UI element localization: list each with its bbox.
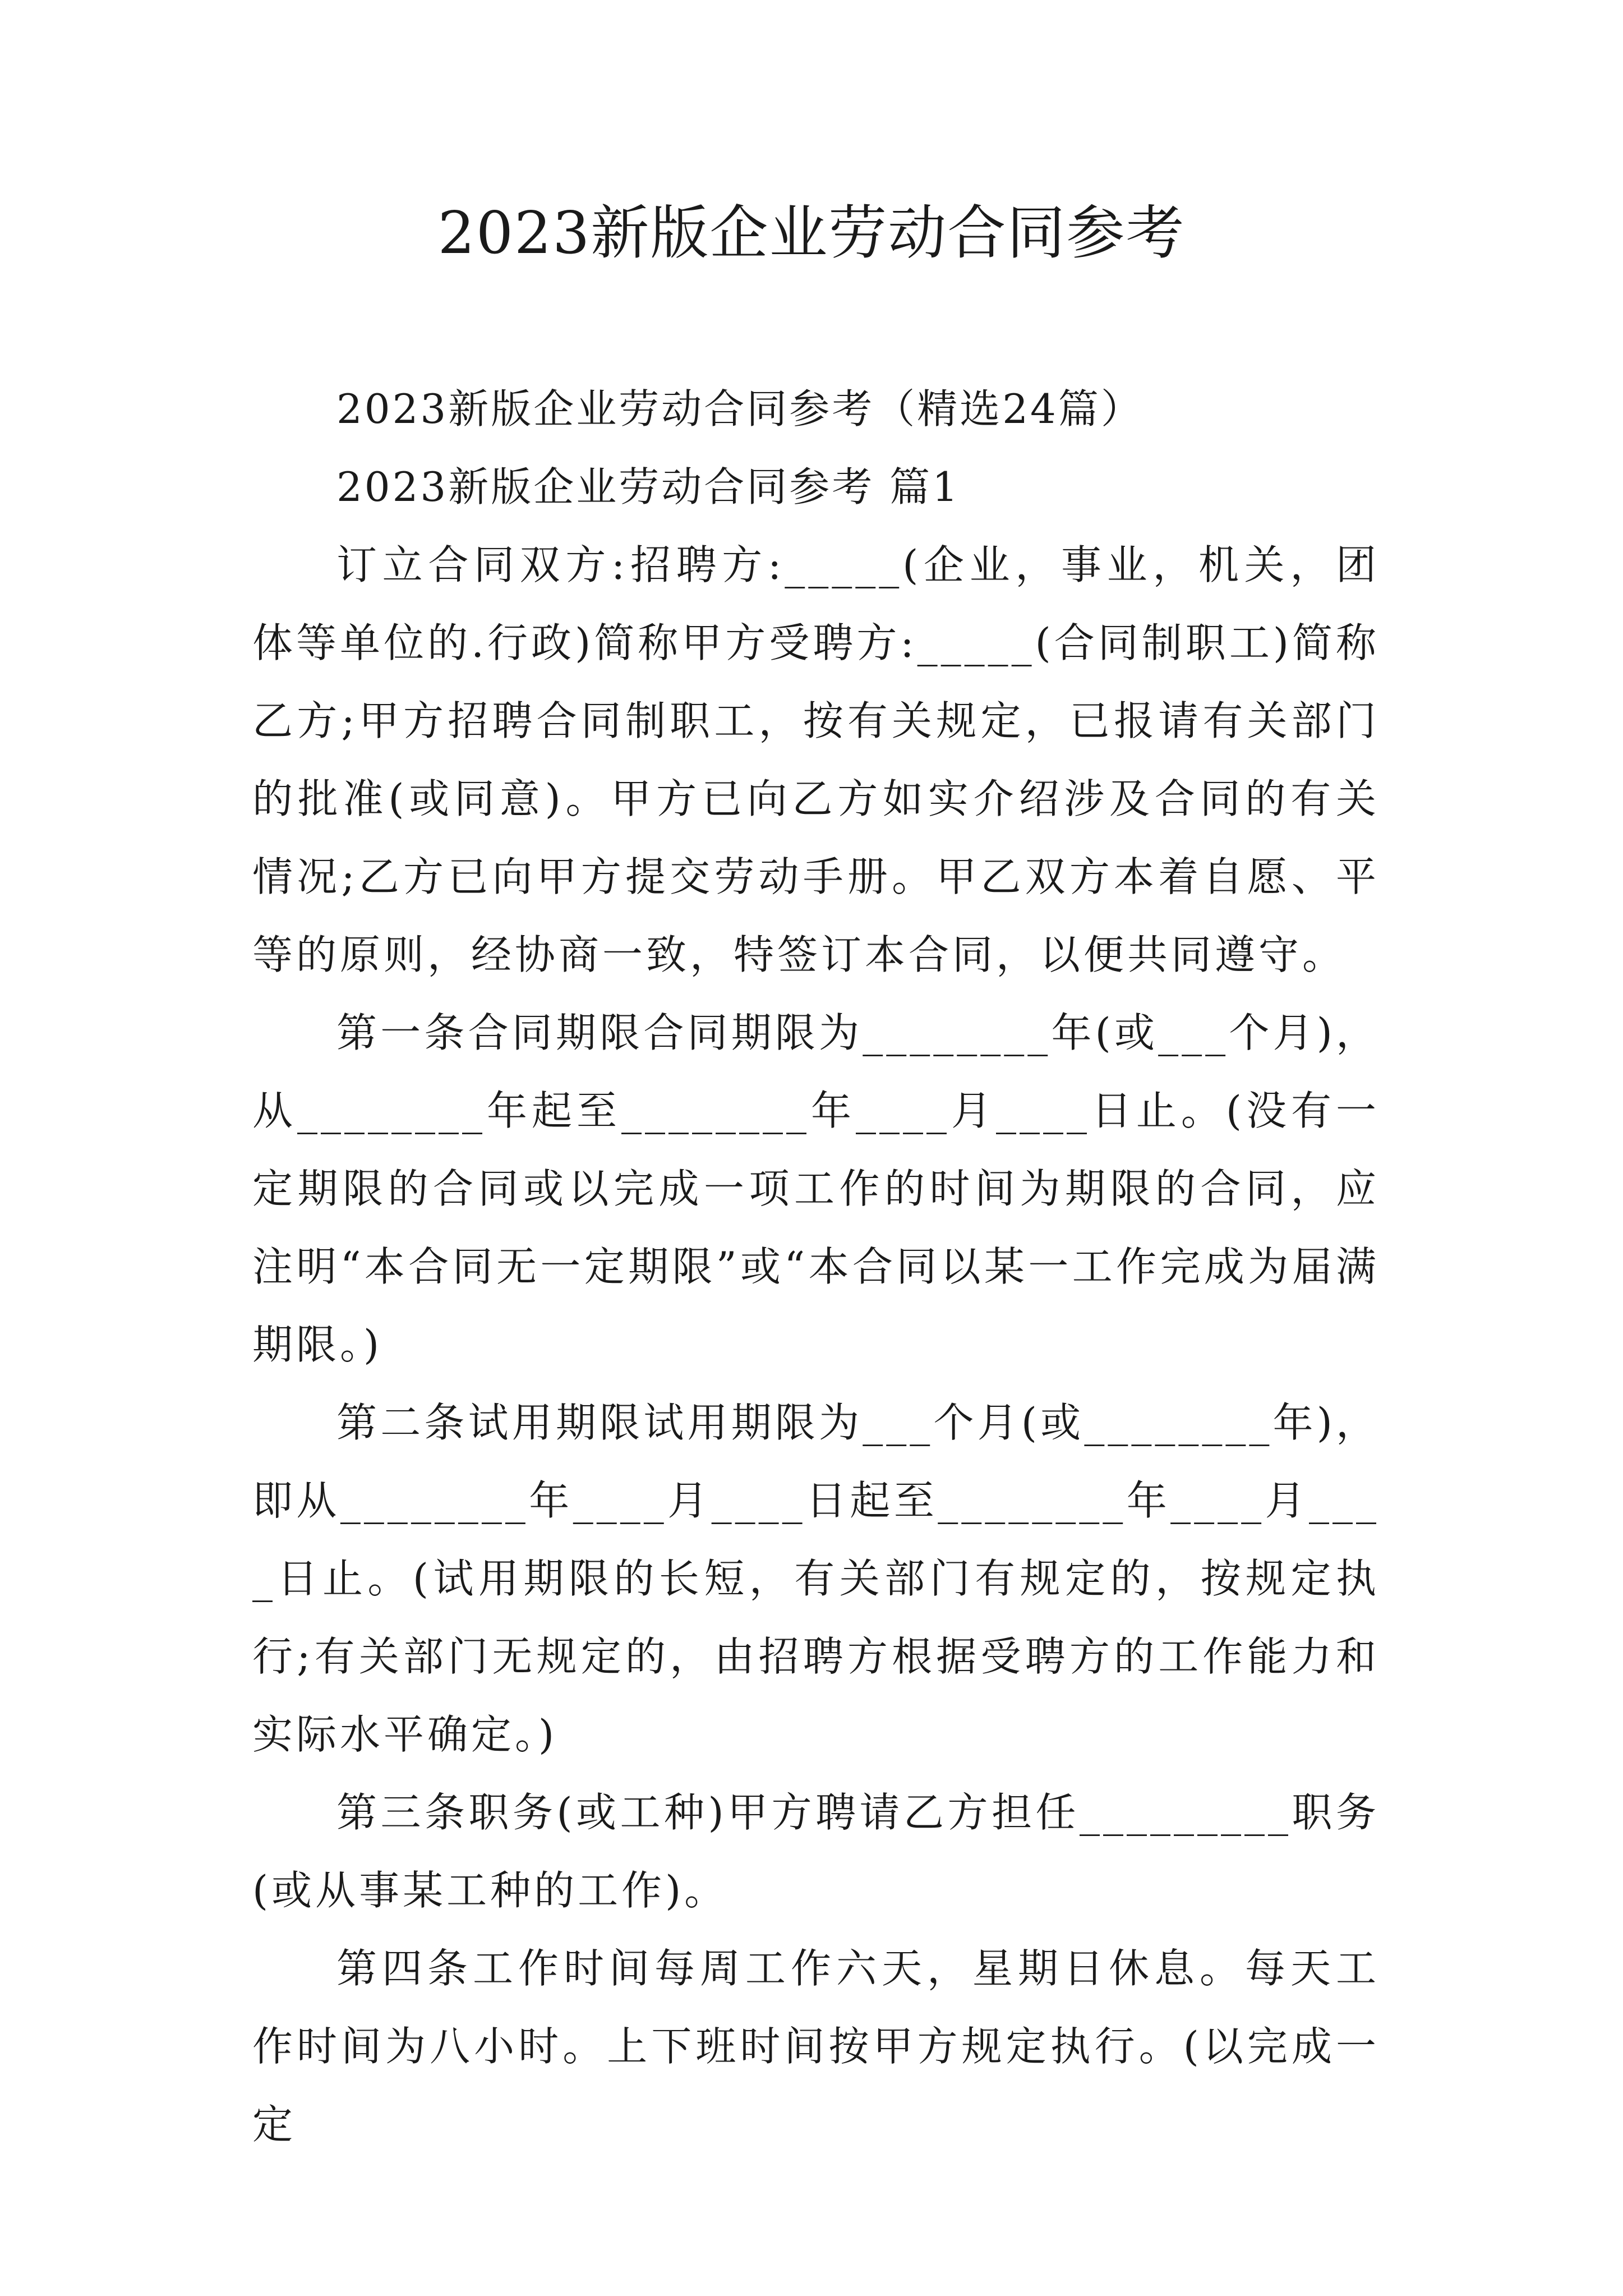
document-body xyxy=(252,370,1380,2164)
document-title: 2023新版企业劳动合同参考 xyxy=(437,199,1186,267)
paragraph-article-2: 第二条试用期限试用期限为___个月(或________年)，即从________年____月____日起至________年____月____日止。(试用期限的长短，有关部门有规定的，按规定执行;有关部门无规定的，由招聘方根据受聘方的工作能力和实际水平确定。) xyxy=(252,1399,1380,1758)
paragraph-section-heading: 2023新版企业劳动合同参考 篇1 xyxy=(336,463,960,510)
paragraph-article-1: 第一条合同期限合同期限为________年(或___个月)，从________年起至________年____月____日止。(没有一定期限的合同或以完成一项工作的时间为期限的合同，应注明“本合同无一定期限”或“本合同以某一工作完成为届满期限。) xyxy=(252,1009,1380,1368)
paragraph-article-3: 第三条职务(或工种)甲方聘请乙方担任_________职务(或从事某工种的工作)。 xyxy=(252,1789,1380,1914)
paragraph-parties: 订立合同双方:招聘方:_____(企业，事业，机关，团体等单位的.行政)简称甲方受聘方:_____(合同制职工)简称乙方;甲方招聘合同制职工，按有关规定，已报请有关部门的批准(或同意)。甲方已向乙方如实介绍涉及合同的有关情况;乙方已向甲方提交劳动手册。甲乙双方本着自愿、平等的原则，经协商一致，特签订本合同，以便共同遵守。 xyxy=(252,541,1380,978)
paragraph-article-4: 第四条工作时间每周工作六天，星期日休息。每天工作时间为八小时。上下班时间按甲方规定执行。(以完成一定 xyxy=(252,1945,1380,2148)
paragraph-subtitle: 2023新版企业劳动合同参考（精选24篇） xyxy=(336,385,1144,432)
